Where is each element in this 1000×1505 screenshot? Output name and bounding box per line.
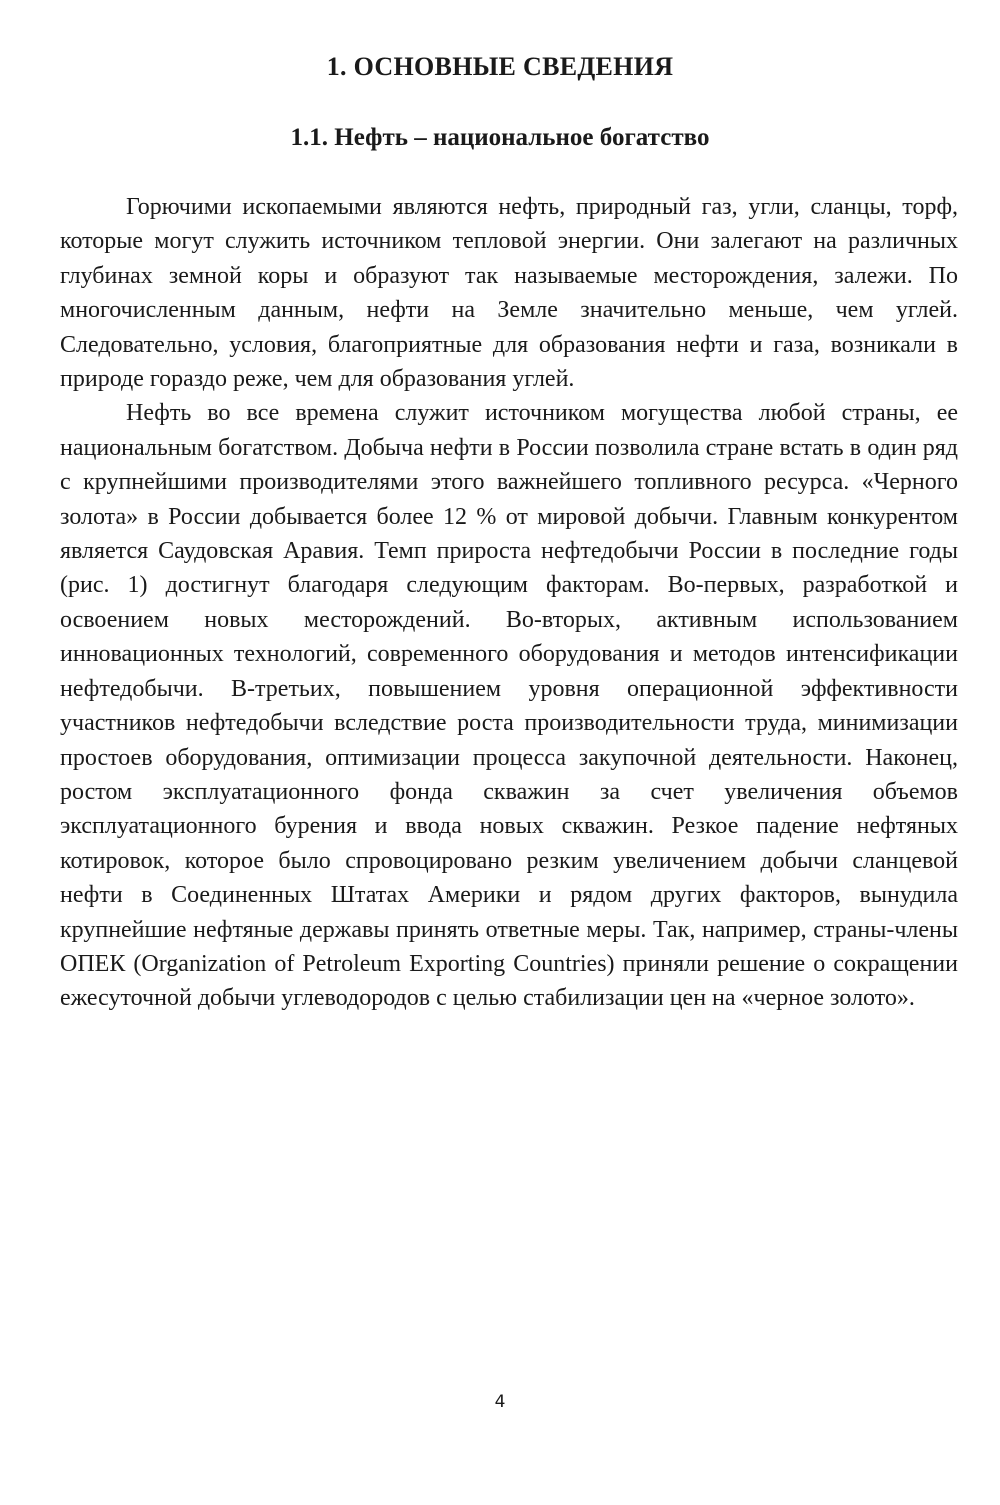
page-number: 4 <box>494 1392 506 1412</box>
chapter-title: 1. ОСНОВНЫЕ СВЕДЕНИЯ <box>326 52 674 81</box>
body-text <box>60 190 958 1016</box>
paragraph-oil-wealth: Нефть во все времена служит источником могущества любой страны, ее национальным богатством. Добыча нефти в России позволила стране встать в один ряд с крупнейшими производителями этого важнейшего топливного ресурса. «Черного золота» в России добывается более 12 % от мировой добычи. Главным конкурентом является Саудовская Аравия. Темп прироста нефтедобычи России в последние годы (рис. 1) достигнут благодаря следующим факторам. Во-первых, разработкой и освоением новых месторождений. Во-вторых, активным использованием инновационных технологий, современного оборудования и методов интенсификации нефтедобычи. В-третьих, повышением уровня операционной эффективности участников нефтедобычи вследствие роста производительности труда, минимизации простоев оборудования, оптимизации процесса закупочной деятельности. Наконец, ростом эксплуатационного фонда скважин за счет увеличения объемов эксплуатационного бурения и ввода новых скважин. Резкое падение нефтяных котировок, которое было спровоцировано резким увеличением добычи сланцевой нефти в Соединенных Штатах Америки и рядом других факторов, вынудила крупнейшие нефтяные державы принять ответные меры. Так, например, страны-члены ОПЕК (Organization of Petroleum Exporting Countries) приняли решение о сокращении ежесуточной добычи углеводородов с целью стабилизации цен на «черное золото». <box>60 400 958 1012</box>
section-title: 1.1. Нефть – национальное богатство <box>290 124 710 151</box>
paragraph-fuels: Горючими ископаемыми являются нефть, природный газ, угли, сланцы, торф, которые могут служить источником тепловой энергии. Они залегают на различных глубинах земной коры и образуют так называемые месторождения, залежи. По многочисленным данным, нефти на Земле значительно меньше, чем углей. Следовательно, условия, благоприятные для образования нефти и газа, возникали в природе гораздо реже, чем для образования углей. <box>60 194 958 393</box>
